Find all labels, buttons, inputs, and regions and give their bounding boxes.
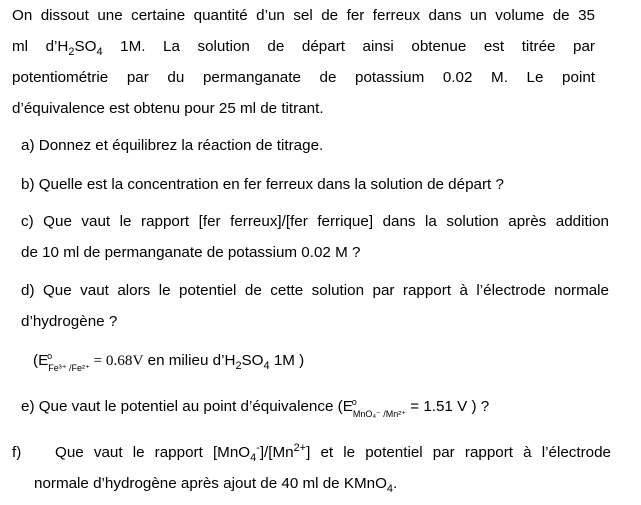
intro-text-2a: ml d’H [12,38,69,55]
question-f-text-2: normale d’hydrogène après ajout de 40 ml de KMnO [34,475,387,492]
h2-subscript: 2 [68,46,75,59]
so4-subscript-2: 4 [263,360,270,373]
fe-couple-index: Fe³⁺ /Fe²⁺ [48,363,90,373]
question-c-text-2: de 10 ml de permanganate de potassium 0.02 M ? [21,244,361,261]
question-b-text: b) Quelle est la concentration en fer ferreux dans la solution de départ ? [21,176,504,193]
question-d-line-2 [21,313,117,331]
mno4-subscript: 4 [250,452,257,465]
question-d-text-1: d) Que vaut alors le potentiel de cette solution par rapport à l’électrode normale [21,282,609,299]
e-symbol: E [38,352,49,369]
mn-couple-index: MnO₄⁻ /Mn²⁺ [352,409,407,419]
intro-line-3 [12,69,595,87]
degree-symbol: o [47,351,53,361]
intro-line-1 [12,7,595,25]
formula-fe-value: = 0.68V [89,352,144,369]
question-f-line-2 [34,475,398,496]
h2-subscript-2: 2 [235,360,242,373]
formula-mn-value: = 1.51 V [406,398,468,415]
intro-line-4 [12,100,324,118]
question-f-text-1c: ] et le potentiel par rapport à l’électrode [306,444,611,461]
intro-text-2 [12,38,595,59]
question-f-text-1a: Que vaut le rapport [MnO [55,444,251,461]
formula-fe-close: 1M ) [269,352,305,369]
formula-fe-so: SO [241,352,264,369]
question-e-text: e) Que vaut le potentiel au point d’équivalence ( [21,398,343,415]
question-f-text-1b: ]/[Mn [259,444,294,461]
intro-text-1: On dissout une certaine quantité d’un sel de fer ferreux dans un volume de 35 [12,7,595,24]
standard-potential-symbol-fe [38,352,90,371]
question-f-label: f) [12,444,22,461]
intro-text-4: d’équivalence est obtenu pour 25 ml de titrant. [12,100,324,117]
question-e [21,398,489,417]
formula-fe-open: ( [33,352,39,369]
e-symbol-mn: E [342,398,353,415]
question-c-line-2 [21,244,360,262]
question-c-text-1: c) Que vaut le rapport [fer ferreux]/[fer ferrique] dans la solution après addition [21,213,609,230]
formula-fe-medium: en milieu d’H [143,352,236,369]
mno4-charge: - [256,441,260,454]
intro-text-3: potentiométrie par du permanganate de potassium 0.02 M. Le point [12,69,595,86]
intro-line-2 [12,38,595,59]
mn-charge: 2+ [293,441,307,454]
question-e-end: ) ? [467,398,490,415]
standard-potential-symbol-mn [343,398,406,417]
question-c-line-1 [21,213,609,231]
intro-text-2c: 1M. La solution de départ ainsi obtenue est titrée par [102,38,595,55]
question-a-text: a) Donnez et équilibrez la réaction de titrage. [21,137,324,154]
question-d-line-1 [21,282,609,300]
kmno4-subscript: 4 [386,483,393,496]
question-d-text-2: d’hydrogène ? [21,313,118,330]
question-b [21,176,504,194]
question-a [21,137,323,155]
question-f-period: . [393,475,398,492]
so4-subscript: 4 [96,46,103,59]
formula-fe [33,352,304,371]
question-f-text-1 [55,441,611,465]
degree-symbol-mn: o [351,397,357,407]
intro-text-2b: SO [74,38,97,55]
